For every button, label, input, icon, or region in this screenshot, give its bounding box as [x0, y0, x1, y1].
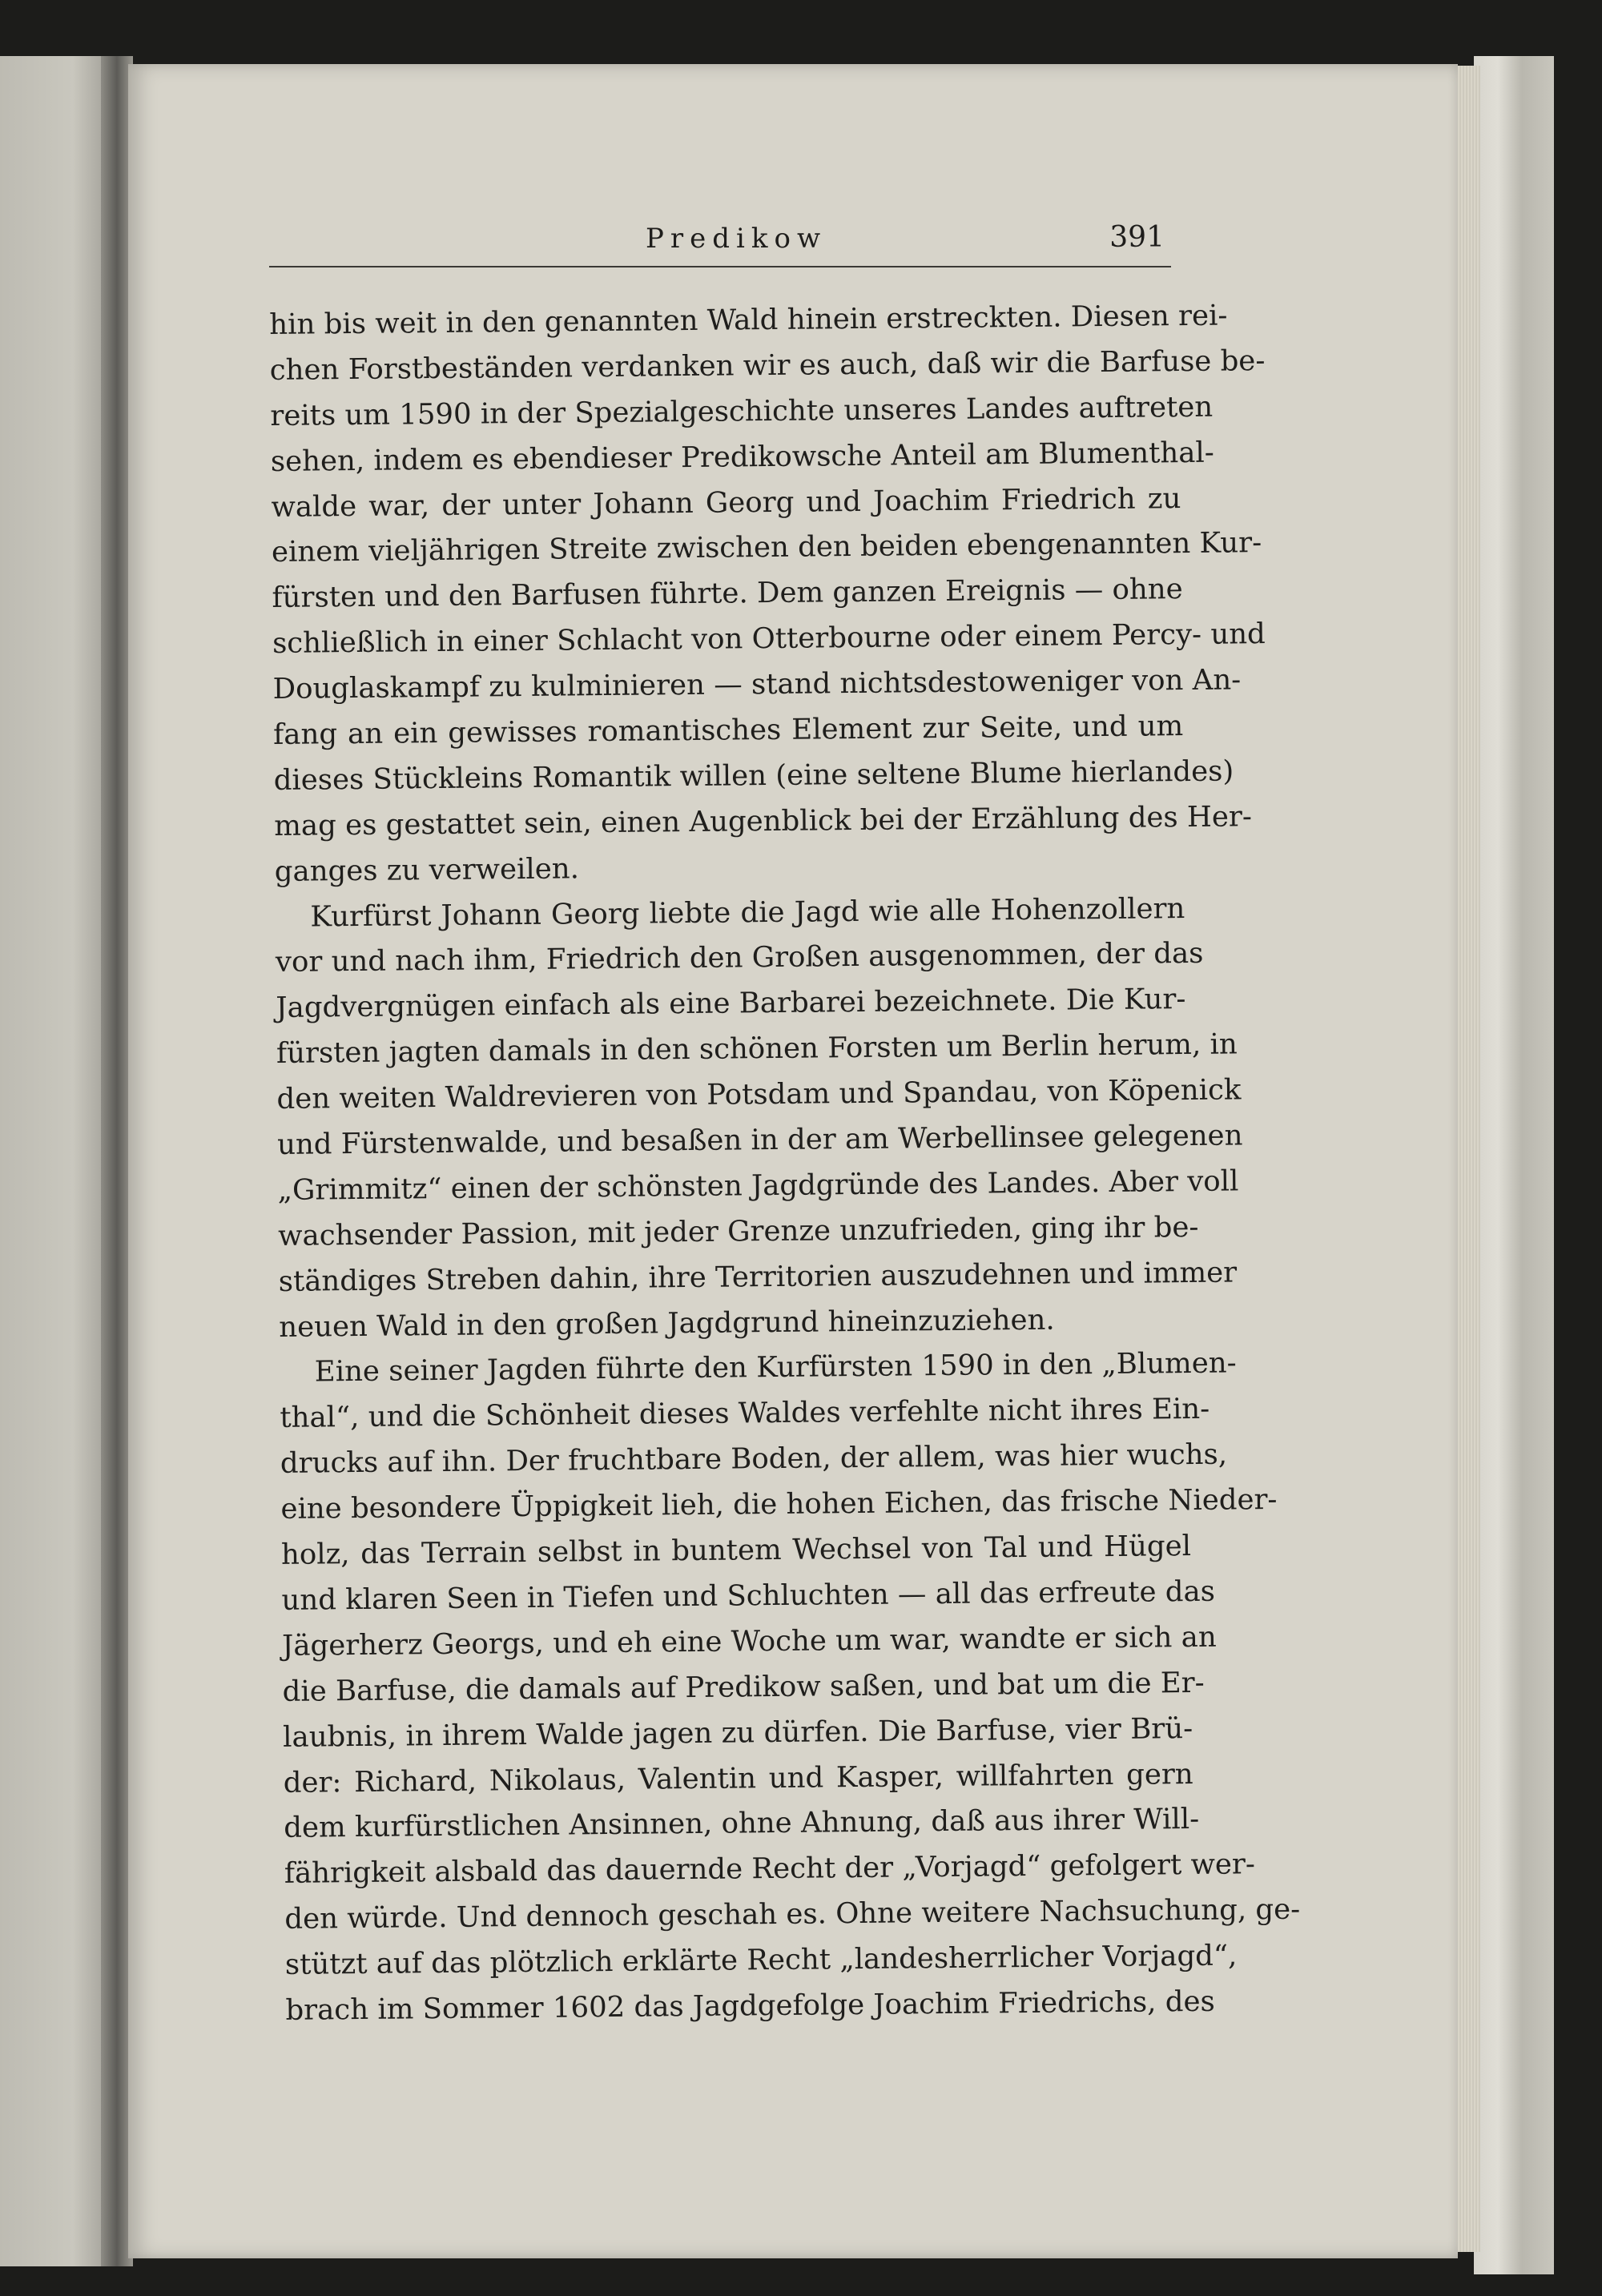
text-line: vor und nach ihm, Friedrich den Großen ausgenommen, der das	[275, 937, 1204, 979]
page-header	[269, 216, 1171, 267]
text-line: reits um 1590 in der Spezialgeschichte unseres Landes auftreten	[270, 390, 1214, 432]
text-line: den weiten Waldrevieren von Potsdam und Spandau, von Köpenick	[276, 1073, 1242, 1116]
text-line: mag es gestattet sein, einen Augenblick bei der Erzählung des Her-	[274, 800, 1253, 842]
text-line: Kurfürst Johann Georg liebte die Jagd wie alle Hohenzollern	[310, 891, 1185, 934]
body-text	[269, 294, 1301, 2034]
text-line: holz, das Terrain selbst in buntem Wechsel von Tal und Hügel	[280, 1530, 1192, 1571]
text-line: Eine seiner Jagden führte den Kurfürsten 1590 in den „Blumen-	[314, 1346, 1237, 1389]
text-line: fürsten und den Barfusen führte. Dem ganzen Ereignis — ohne	[272, 573, 1183, 615]
text-line: schließlich in einer Schlacht von Otterbourne oder einem Percy- und	[272, 617, 1266, 661]
text-line: den würde. Und dennoch geschah es. Ohne weitere Nachsuchung, ge-	[284, 1892, 1301, 1936]
text-line: fährigkeit alsbald das dauernde Recht der „Vorjagd“ gefolgert wer-	[284, 1848, 1256, 1891]
text-line: hin bis weit in den genannten Wald hinein erstreckten. Diesen rei-	[269, 299, 1228, 341]
text-line: einem vieljährigen Streite zwischen den beiden ebengenannten Kur-	[271, 526, 1262, 569]
page-number: 391	[1109, 221, 1165, 254]
text-line: eine besondere Üppigkeit lieh, die hohen Eichen, das frische Nieder-	[280, 1483, 1278, 1526]
text-line: fürsten jagten damals in den schönen Forsten um Berlin herum, in	[276, 1027, 1238, 1071]
text-line: und klaren Seen in Tiefen und Schluchten — all das erfreute das	[281, 1574, 1216, 1617]
text-line: Jagdvergnügen einfach als eine Barbarei bezeichnete. Die Kur-	[276, 983, 1186, 1025]
text-line: brach im Sommer 1602 das Jagdgefolge Joachim Friedrichs, des	[285, 1984, 1215, 2027]
text-line: walde war, der unter Johann Georg und Joachim Friedrich zu	[271, 481, 1181, 524]
text-line: fang an ein gewisses romantisches Element zur Seite, und um	[272, 710, 1184, 751]
text-line: wachsender Passion, mit jeder Grenze unzufrieden, ging ihr be-	[277, 1210, 1199, 1253]
text-line: und Fürstenwalde, und besaßen in der am Werbellinsee gelegenen	[276, 1119, 1243, 1161]
text-line: ständiges Streben dahin, ihre Territorien auszudehnen und immer	[278, 1256, 1238, 1298]
text-line: dieses Stückleins Romantik willen (eine seltene Blume hierlandes)	[273, 754, 1234, 797]
text-line: sehen, indem es ebendieser Predikowsche Anteil am Blumenthal-	[270, 436, 1214, 478]
text-line: stützt auf das plötzlich erklärte Recht „landesherrlicher Vorjagd“,	[284, 1939, 1238, 1981]
text-line: Douglaskampf zu kulminieren — stand nichtsdestoweniger von An-	[272, 663, 1242, 706]
text-line: thal“, und die Schönheit dieses Waldes verfehlte nicht ihres Ein-	[280, 1393, 1210, 1435]
text-line: der: Richard, Nikolaus, Valentin und Kasper, willfahrten gern	[283, 1757, 1193, 1799]
text-line: laubnis, in ihrem Walde jagen zu dürfen. Die Barfuse, vier Brü-	[282, 1711, 1193, 1754]
text-line: Jägerherz Georgs, und eh eine Woche um war, wandte er sich an	[281, 1620, 1217, 1663]
text-line: drucks auf ihn. Der fruchtbare Boden, der allem, was hier wuchs,	[280, 1438, 1228, 1481]
text-line: neuen Wald in den großen Jagdgrund hineinzuziehen.	[279, 1303, 1055, 1344]
text-line: „Grimmitz“ einen der schönsten Jagdgründe des Landes. Aber voll	[277, 1164, 1239, 1207]
text-line: chen Forstbeständen verdanken wir es auch, daß wir die Barfuse be-	[269, 344, 1266, 387]
text-line: dem kurfürstlichen Ansinnen, ohne Ahnung, daß aus ihrer Will-	[284, 1803, 1200, 1845]
text-line: ganges zu verweilen.	[274, 852, 580, 888]
left-page-edge	[0, 56, 104, 2266]
book-cover-edge	[1474, 56, 1554, 2274]
running-head: Predikow	[646, 223, 827, 255]
text-line: die Barfuse, die damals auf Predikow saßen, und bat um die Er-	[282, 1666, 1205, 1708]
